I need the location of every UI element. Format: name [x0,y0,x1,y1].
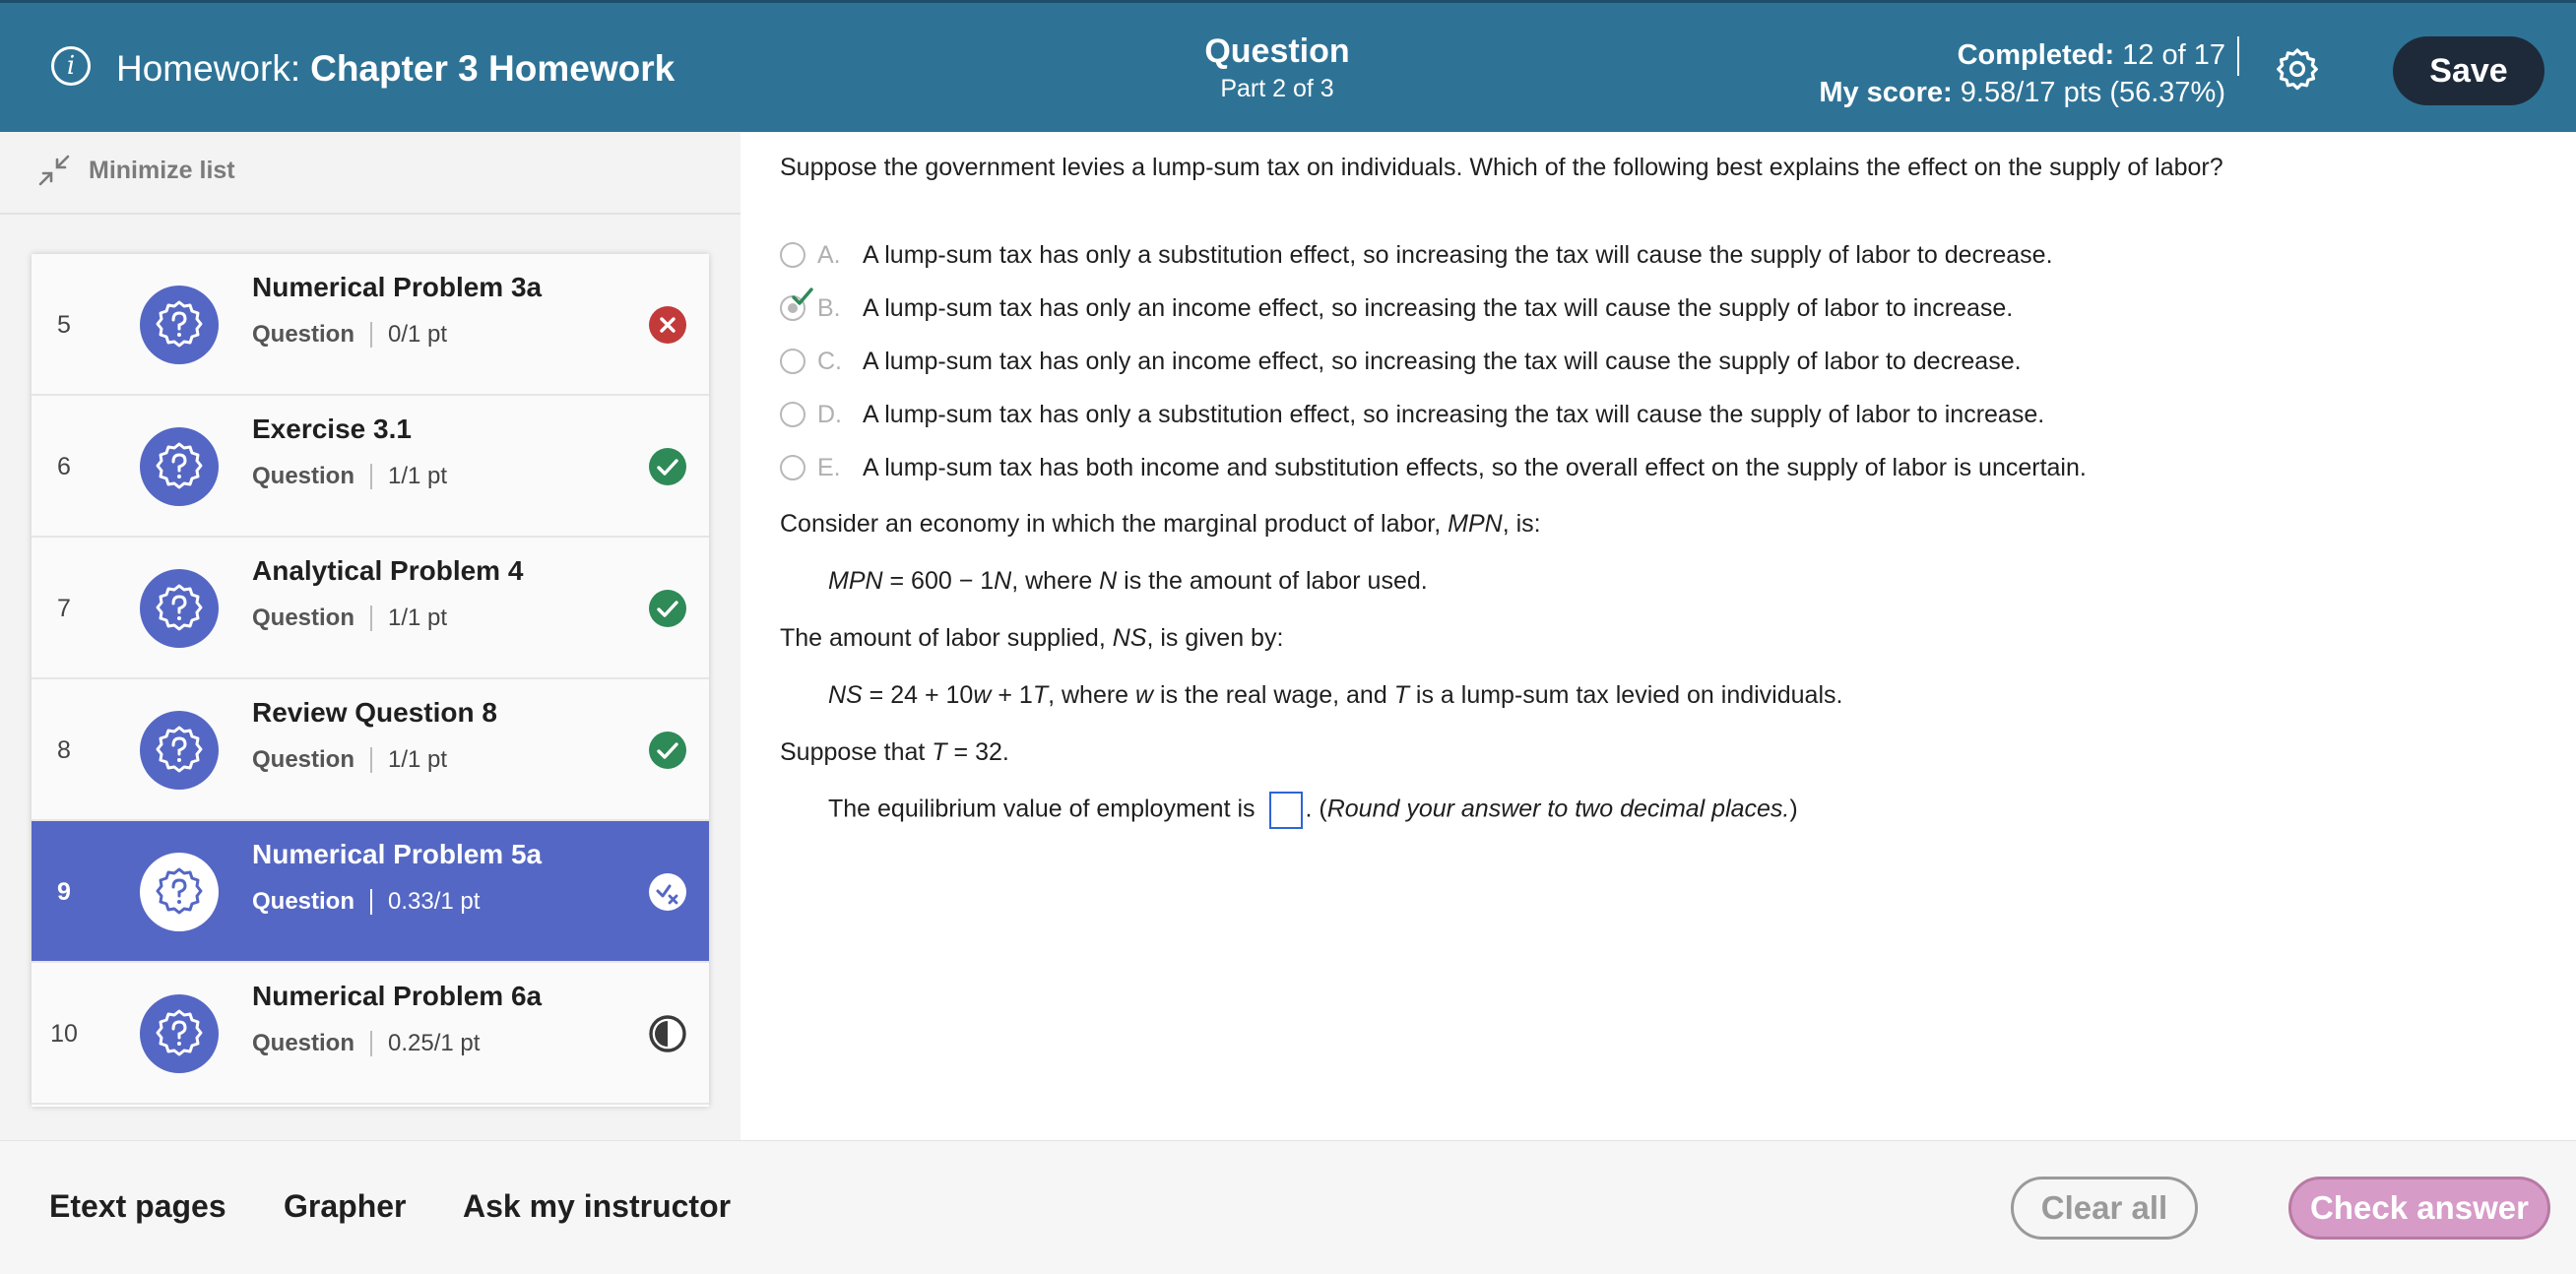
question-list [32,254,709,1107]
question-list-panel [0,132,741,1140]
option-text: A lump-sum tax has only an income effect, so increasing the tax will cause the supply of labor to increase. [863,293,2014,322]
option-text: A lump-sum tax has only an income effect, so increasing the tax will cause the supply of labor to decrease. [863,347,2022,375]
question-name: Numerical Problem 3a [252,272,543,302]
question-list-item[interactable] [32,254,709,396]
correct-check-icon [792,287,813,308]
score-summary [1819,36,2225,111]
bottom-toolbar [0,1140,2576,1274]
option-letter: E. [817,453,841,481]
question-badge-icon [140,427,219,506]
score-value: 9.58/17 pts (56.37%) [1960,77,2225,108]
gear-icon[interactable] [2275,46,2320,92]
question-type: Question [252,463,355,489]
half-circle-icon [648,1014,687,1053]
ask-instructor-link[interactable]: Ask my instructor [463,1188,732,1224]
part-indicator: Part 2 of 3 [1220,75,1334,102]
option-c[interactable] [780,335,2087,388]
etext-pages-link[interactable]: Etext pages [49,1188,226,1224]
question-badge-icon [140,994,219,1073]
question-list-item[interactable] [32,538,709,679]
question-type: Question [252,605,355,631]
save-button[interactable]: Save [2393,36,2544,105]
option-letter: B. [817,293,841,322]
question-type: Question [252,1030,355,1056]
top-header [0,0,2576,132]
question-meta [252,463,447,490]
option-text: A lump-sum tax has only a substitution effect, so increasing the tax will cause the supply of labor to increase. [863,400,2045,428]
question-meta [252,746,447,774]
question-badge-icon [140,286,219,364]
minimize-list-label: Minimize list [89,156,235,184]
option-b[interactable] [780,282,2087,335]
minimize-icon [37,154,71,187]
economy-intro: Consider an economy in which the marginal product of labor, MPN, is: [780,510,1541,538]
partial-credit-icon [648,872,687,912]
question-score: 0.25/1 pt [388,1030,481,1056]
question-type: Question [252,888,355,915]
score-label: My score: [1819,77,1953,108]
question-number: 7 [57,594,71,622]
info-icon[interactable]: i [51,46,91,86]
grapher-link[interactable]: Grapher [284,1188,407,1224]
answer-line: The equilibrium value of employment is . (Round your answer to two decimal places.) [780,792,1842,833]
option-e-radio[interactable] [780,455,805,480]
question-number: 9 [57,877,71,906]
question-score: 1/1 pt [388,746,448,773]
option-letter: D. [817,400,842,428]
correct-check-icon [648,447,687,486]
question-score: 0/1 pt [388,321,448,348]
question-label: Question [1204,32,1350,70]
option-text: A lump-sum tax has only a substitution effect, so increasing the tax will cause the supply of labor to decrease. [863,240,2053,269]
question-score: 1/1 pt [388,463,448,489]
correct-check-icon [648,731,687,770]
problem-statement [780,510,1842,833]
check-answer-button[interactable]: Check answer [2288,1177,2550,1240]
question-prompt: Suppose the government levies a lump-sum tax on individuals. Which of the following best explains the effect on the supply of labor? [780,154,2223,181]
question-name: Numerical Problem 6a [252,981,543,1011]
homework-title [116,48,675,90]
clear-all-button[interactable]: Clear all [2011,1177,2198,1240]
question-name: Exercise 3.1 [252,414,412,444]
completed-label: Completed: [1957,39,2115,71]
panel-divider [0,213,741,215]
question-badge-icon [140,711,219,790]
question-badge-icon [140,853,219,931]
option-a[interactable] [780,228,2087,282]
question-list-item[interactable] [32,679,709,821]
option-a-radio[interactable] [780,242,805,268]
option-text: A lump-sum tax has both income and substitution effects, so the overall effect on the supply of labor is uncertain. [863,453,2087,481]
question-name: Review Question 8 [252,697,497,728]
option-d-radio[interactable] [780,402,805,427]
homework-prefix: Homework: [116,48,301,89]
question-name: Analytical Problem 4 [252,555,524,586]
question-meta [252,605,447,632]
option-e[interactable] [780,441,2087,494]
question-badge-icon [140,569,219,648]
ns-equation: NS = 24 + 10w + 1T, where w is the real wage, and T is a lump-sum tax levied on individuals. [828,681,1843,709]
answer-input[interactable] [1269,792,1303,829]
question-type: Question [252,746,355,773]
mpn-equation: MPN = 600 − 1N, where N is the amount of labor used. [828,567,1428,595]
completed-value: 12 of 17 [2122,39,2225,71]
question-list-item[interactable] [32,963,709,1105]
question-number: 5 [57,310,71,339]
question-content [741,132,2576,1140]
question-name: Numerical Problem 5a [252,839,543,869]
option-c-radio[interactable] [780,349,805,374]
question-meta [252,888,480,916]
question-number: 6 [57,452,71,480]
homework-name: Chapter 3 Homework [310,48,676,89]
incorrect-x-icon [648,305,687,345]
question-meta [252,1030,480,1057]
correct-check-icon [648,589,687,628]
question-indicator [1080,32,1474,103]
option-letter: C. [817,347,842,375]
question-score: 1/1 pt [388,605,448,631]
tax-value: Suppose that T = 32. [780,738,1009,766]
header-divider [2237,36,2239,76]
question-list-item[interactable] [32,396,709,538]
question-score: 0.33/1 pt [388,888,481,915]
question-number: 10 [50,1019,78,1048]
question-meta [252,321,447,349]
option-letter: A. [817,240,841,269]
supply-intro: The amount of labor supplied, NS, is given by: [780,624,1284,652]
minimize-list-button[interactable] [37,154,235,187]
question-number: 8 [57,735,71,764]
answer-options [780,228,2087,494]
question-type: Question [252,321,355,348]
option-d[interactable] [780,388,2087,441]
question-list-item-current[interactable] [32,821,709,963]
